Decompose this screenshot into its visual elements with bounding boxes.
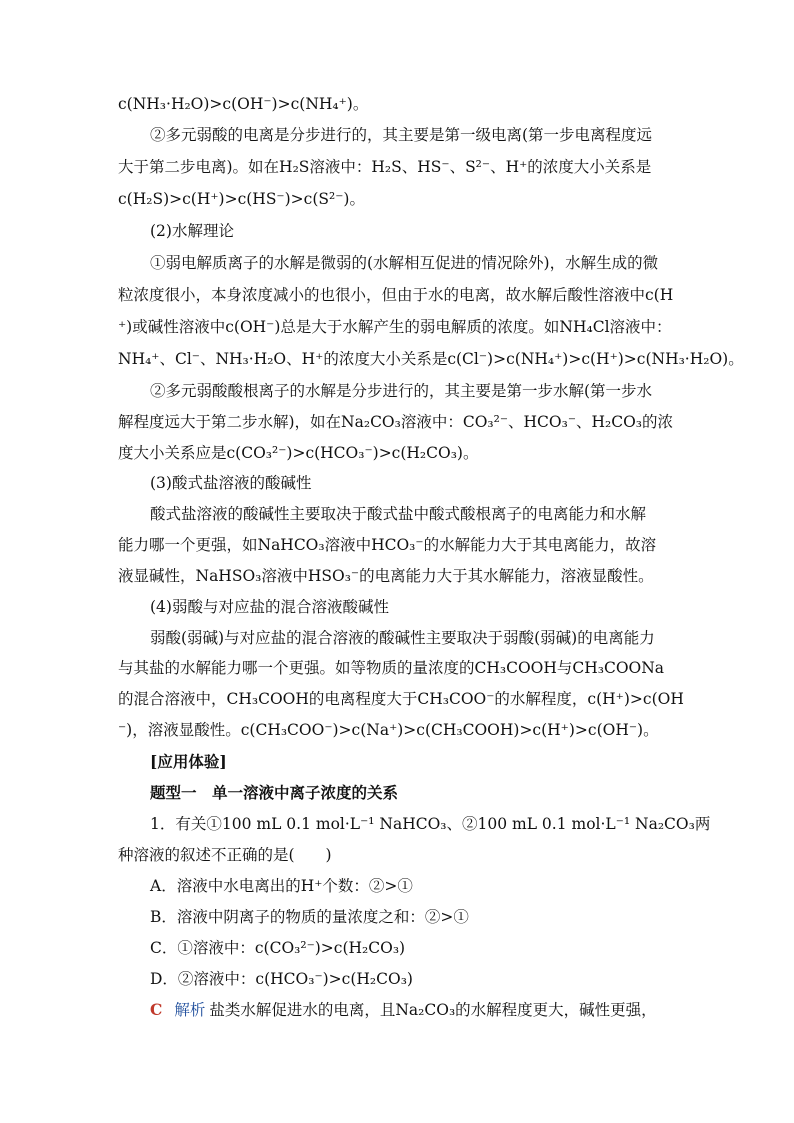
analysis-text: 盐类水解促进水的电离，且Na₂CO₃的水解程度更大，碱性更强， [209, 1001, 657, 1019]
text-line: ②多元弱酸的电离是分步进行的，其主要是第一级电离(第一步电离程度远 [150, 126, 653, 144]
text-line: 弱酸(弱碱)与对应盐的混合溶液的酸碱性主要取决于弱酸(弱碱)的电离能力 [150, 629, 655, 647]
answer-letter: C [150, 1000, 163, 1019]
section-heading: (2)水解理论 [150, 222, 234, 240]
question-stem: 种溶液的叙述不正确的是( ) [118, 846, 332, 864]
text-line: 解程度远大于第二步水解)，如在Na₂CO₃溶液中：CO₃²⁻、HCO₃⁻、H₂CO₃的浓 [118, 413, 674, 431]
question-type-heading: 题型一 单一溶液中离子浓度的关系 [150, 783, 399, 802]
text-line: ②多元弱酸酸根离子的水解是分步进行的，其主要是第一步水解(第一步水 [150, 382, 653, 400]
option-a: A．溶液中水电离出的H⁺个数：②>① [150, 877, 413, 895]
section-label: [应用体验] [150, 752, 227, 771]
text-line: ⁺)或碱性溶液中c(OH⁻)总是大于水解产生的弱电解质的浓度。如NH₄Cl溶液中： [118, 318, 672, 336]
text-line: ①弱电解质离子的水解是微弱的(水解相互促进的情况除外)，水解生成的微 [150, 254, 659, 272]
text-line: ⁻)，溶液显酸性。c(CH₃COO⁻)>c(Na⁺)>c(CH₃COOH)>c(H⁺)>c(OH⁻)。 [118, 721, 659, 739]
option-c: C．①溶液中：c(CO₃²⁻)>c(H₂CO₃) [150, 939, 406, 957]
text-line: 酸式盐溶液的酸碱性主要取决于酸式盐中酸式酸根离子的电离能力和水解 [150, 505, 647, 523]
text-line: NH₄⁺、Cl⁻、NH₃·H₂O、H⁺的浓度大小关系是c(Cl⁻)>c(NH₄⁺)>c(H⁺)>c(NH₃·H₂O)。 [118, 350, 744, 368]
analysis-label: 解析 [174, 1001, 206, 1019]
question-stem: 1．有关①100 mL 0.1 mol·L⁻¹ NaHCO₃、②100 mL 0.1 mol·L⁻¹ Na₂CO₃两 [150, 815, 711, 833]
text-line: 粒浓度很小，本身浓度减小的也很小，但由于水的电离，故水解后酸性溶液中c(H [118, 286, 674, 304]
text-line: 大于第二步电离)。如在H₂S溶液中：H₂S、HS⁻、S²⁻、H⁺的浓度大小关系是 [118, 158, 652, 176]
section-heading: (4)弱酸与对应盐的混合溶液酸碱性 [150, 598, 389, 616]
option-b: B．溶液中阴离子的物质的量浓度之和：②>① [150, 908, 469, 926]
text-line: c(H₂S)>c(H⁺)>c(HS⁻)>c(S²⁻)。 [118, 190, 365, 208]
option-d: D．②溶液中：c(HCO₃⁻)>c(H₂CO₃) [150, 970, 413, 988]
text-line: c(NH₃·H₂O)>c(OH⁻)>c(NH₄⁺)。 [118, 95, 369, 113]
text-line: 的混合溶液中，CH₃COOH的电离程度大于CH₃COO⁻的水解程度，c(H⁺)>c(OH [118, 690, 684, 708]
text-line: 与其盐的水解能力哪一个更强。如等物质的量浓度的CH₃COOH与CH₃COONa [118, 659, 665, 677]
answer-line [150, 1000, 680, 1020]
section-heading: (3)酸式盐溶液的酸碱性 [150, 474, 312, 492]
text-line: 度大小关系应是c(CO₃²⁻)>c(HCO₃⁻)>c(H₂CO₃)。 [118, 444, 479, 462]
text-line: 液显碱性，NaHSO₃溶液中HSO₃⁻的电离能力大于其水解能力，溶液显酸性。 [118, 567, 654, 585]
text-line: 能力哪一个更强，如NaHCO₃溶液中HCO₃⁻的水解能力大于其电离能力，故溶 [118, 536, 657, 554]
